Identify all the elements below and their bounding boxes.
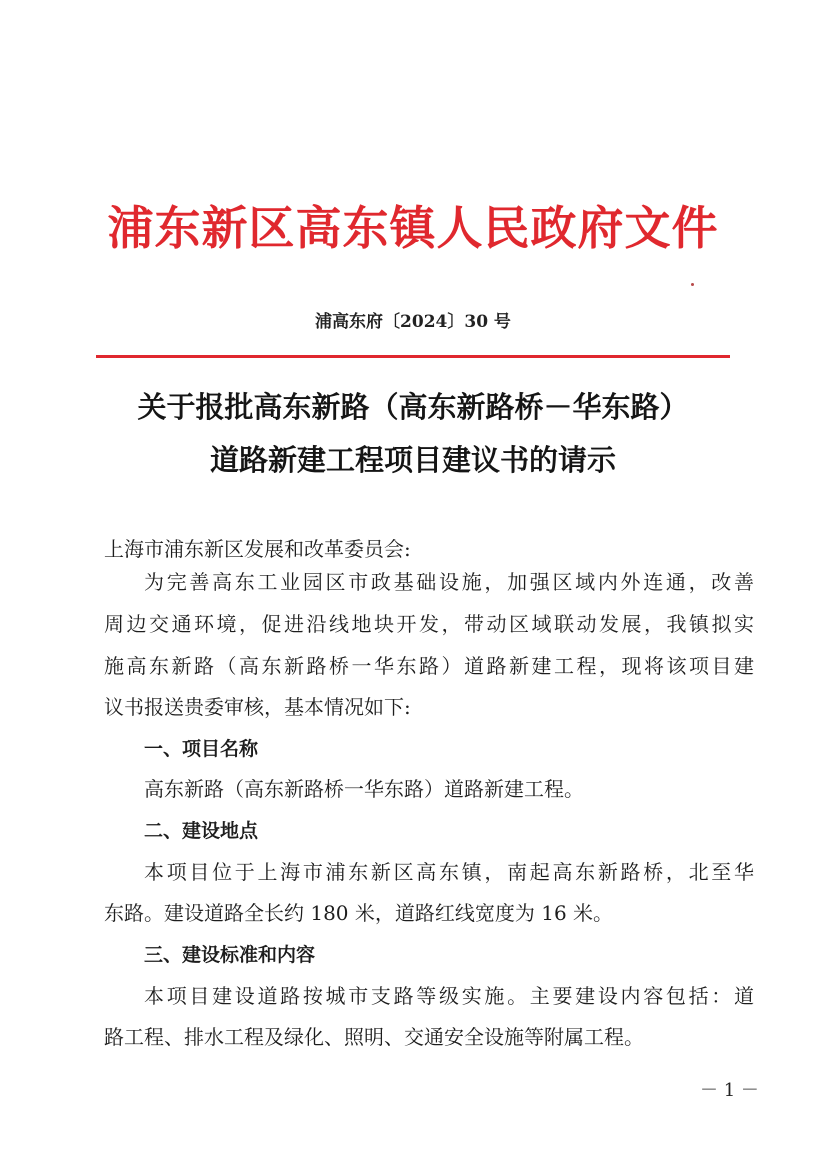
- header-divider: [96, 355, 730, 358]
- intro-line-2: 周边交通环境，促进沿线地块开发，带动区域联动发展，我镇拟实: [104, 612, 754, 636]
- scan-speck: [691, 283, 694, 286]
- intro-line-4: 议书报送贵委审核，基本情况如下:: [104, 695, 411, 719]
- intro-line-1: 为完善高东工业园区市政基础设施，加强区域内外连通，改善: [144, 570, 754, 594]
- document-title-line-2: 道路新建工程项目建议书的请示: [209, 443, 616, 477]
- section-text-location-1: 本项目位于上海市浦东新区高东镇，南起高东新路桥，北至华: [144, 860, 754, 884]
- document-title-line-1: 关于报批高东新路（高东新路桥－华东路）: [137, 390, 689, 424]
- section-heading-project-name: 一、项目名称: [144, 738, 259, 760]
- issuer-title: 浦东新区高东镇人民政府文件: [107, 201, 719, 255]
- section-text-project-name: 高东新路（高东新路桥一华东路）道路新建工程。: [144, 777, 584, 801]
- section-text-location-2: 东路。建设道路全长约 180 米，道路红线宽度为 16 米。: [104, 901, 614, 925]
- section-text-standards-1: 本项目建设道路按城市支路等级实施。主要建设内容包括：道: [144, 984, 754, 1008]
- section-text-standards-2: 路工程、排水工程及绿化、照明、交通安全设施等附属工程。: [104, 1025, 644, 1049]
- intro-line-3: 施高东新路（高东新路桥一华东路）道路新建工程，现将该项目建: [104, 654, 754, 678]
- document-number: 浦高东府〔2024〕30 号: [315, 312, 511, 332]
- page-number: － 1 －: [700, 1080, 759, 1101]
- section-heading-standards: 三、建设标准和内容: [144, 944, 316, 966]
- recipient: 上海市浦东新区发展和改革委员会:: [104, 537, 411, 561]
- section-heading-location: 二、建设地点: [144, 820, 259, 842]
